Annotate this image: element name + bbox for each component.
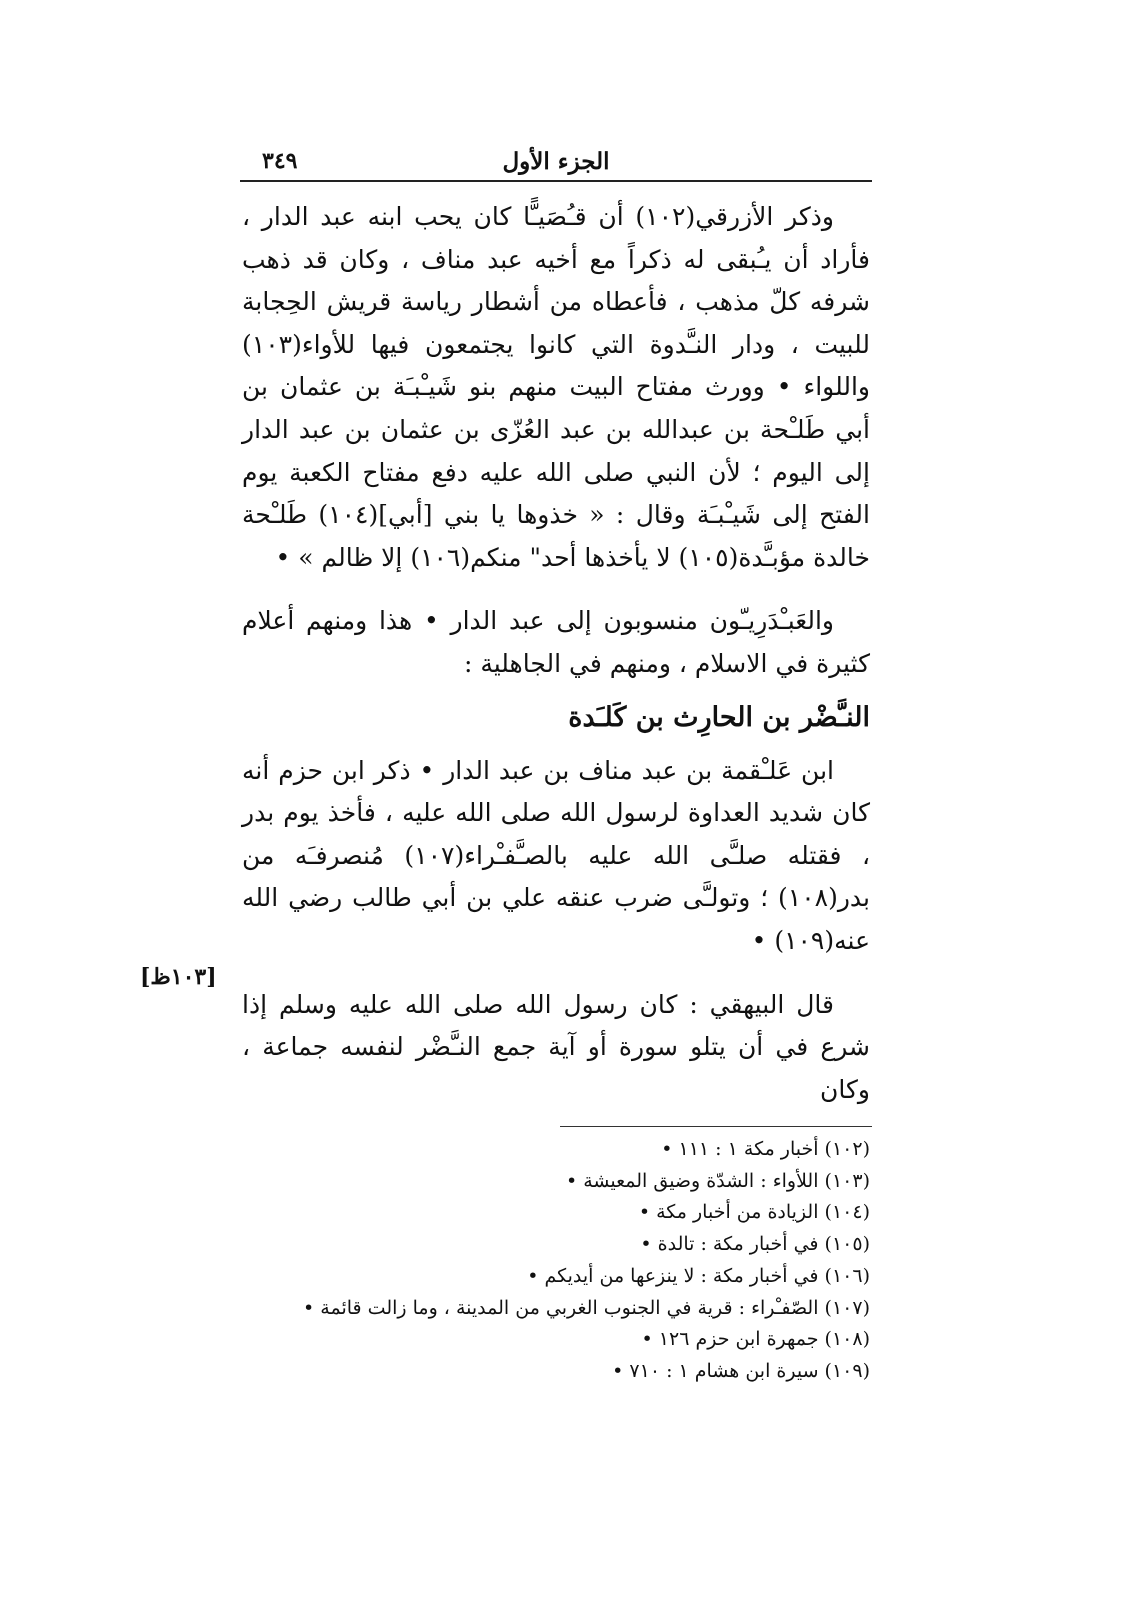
footnote-109: (١٠٩) سيرة ابن هشام ١ : ٧١٠ •	[612, 1359, 870, 1382]
footnote-103: (١٠٣) اللأواء : الشدّة وضيق المعيشة •	[565, 1169, 870, 1192]
footnote-102: (١٠٢) أخبار مكة ١ : ١١١ •	[661, 1138, 870, 1160]
page-number: ٣٤٩	[262, 148, 298, 174]
footnote-106: (١٠٦) في أخبار مكة : لا ينزعها من أيديكم •	[527, 1264, 870, 1287]
footnote-108: (١٠٨) جمهرة ابن حزم ١٢٦ •	[641, 1328, 870, 1351]
header-rule	[240, 180, 872, 182]
paragraph-1: وذكر الأزرقي(١٠٢) أن قـُصَيـًّا كان يحب ابنه عبد الدار ، فأراد أن يـُبقى له ذكراً مع أخيه عبد مناف ، وكان قد ذهب شرفه كلّ مذهب ، فأعطاه من أشطار رياسة قريش الحِجابة للبيت ، ودار النـَّدوة التي كانوا يجتمعون فيها للأواء(١٠٣) واللواء • وورث مفتاح البيت منهم بنو شَيـْبـَة بن عثمان بن أبي طَلـْحة بن عبدالله بن عبد العُزّى بن عثمان بن عبد الدار إلى اليوم ؛ لأن النبي صلى الله عليه دفع مفتاح الكعبة يوم الفتح إلى شَيـْبـَة وقال : « خذوها يا بني [أبي](١٠٤) طَلـْحة خالدة مؤبـَّدة(١٠٥) لا يأخذها أحد" منكم(١٠٦) إلا ظالم » •	[242, 202, 870, 572]
footnote-107: (١٠٧) الصّفـْراء : قرية في الجنوب الغربي من المدينة ، وما زالت قائمة •	[303, 1296, 870, 1319]
main-text	[242, 196, 870, 1111]
footnotes	[242, 1134, 870, 1388]
footnote-105: (١٠٥) في أخبار مكة : تالدة •	[640, 1233, 870, 1256]
manuscript-folio-note: [١٠٣ظ]	[140, 964, 217, 990]
section-heading: النـَّضْر بن الحارِث بن كَلـَدة	[568, 701, 870, 733]
page-header	[240, 148, 872, 180]
footnote-rule	[560, 1126, 872, 1127]
footnote-104: (١٠٤) الزيادة من أخبار مكة •	[638, 1201, 870, 1224]
paragraph-2: والعَبـْدَرِيـّون منسوبون إلى عبد الدار • هذا ومنهم أعلام كثيرة في الاسلام ، ومنهم في الجاهلية :	[242, 606, 870, 678]
running-title: الجزء الأول	[502, 148, 610, 175]
paragraph-4: قال البيهقي : كان رسول الله صلى الله عليه وسلم إذا شرع في أن يتلو سورة أو آية جمع النـَّضْر لنفسه جماعة ، وكان	[242, 989, 870, 1104]
paragraph-3: ابن عَلـْقمة بن عبد مناف بن عبد الدار • ذكر ابن حزم أنه كان شديد العداوة لرسول الله صلى الله عليه ، فأخذ يوم بدر ، فقتله صلـَّى الله عليه بالصـَّفـْراء(١٠٧) مُنصرفـَه من بدر(١٠٨) ؛ وتولـَّى ضرب عنقه علي بن أبي طالب رضي الله عنه(١٠٩) •	[242, 755, 871, 955]
